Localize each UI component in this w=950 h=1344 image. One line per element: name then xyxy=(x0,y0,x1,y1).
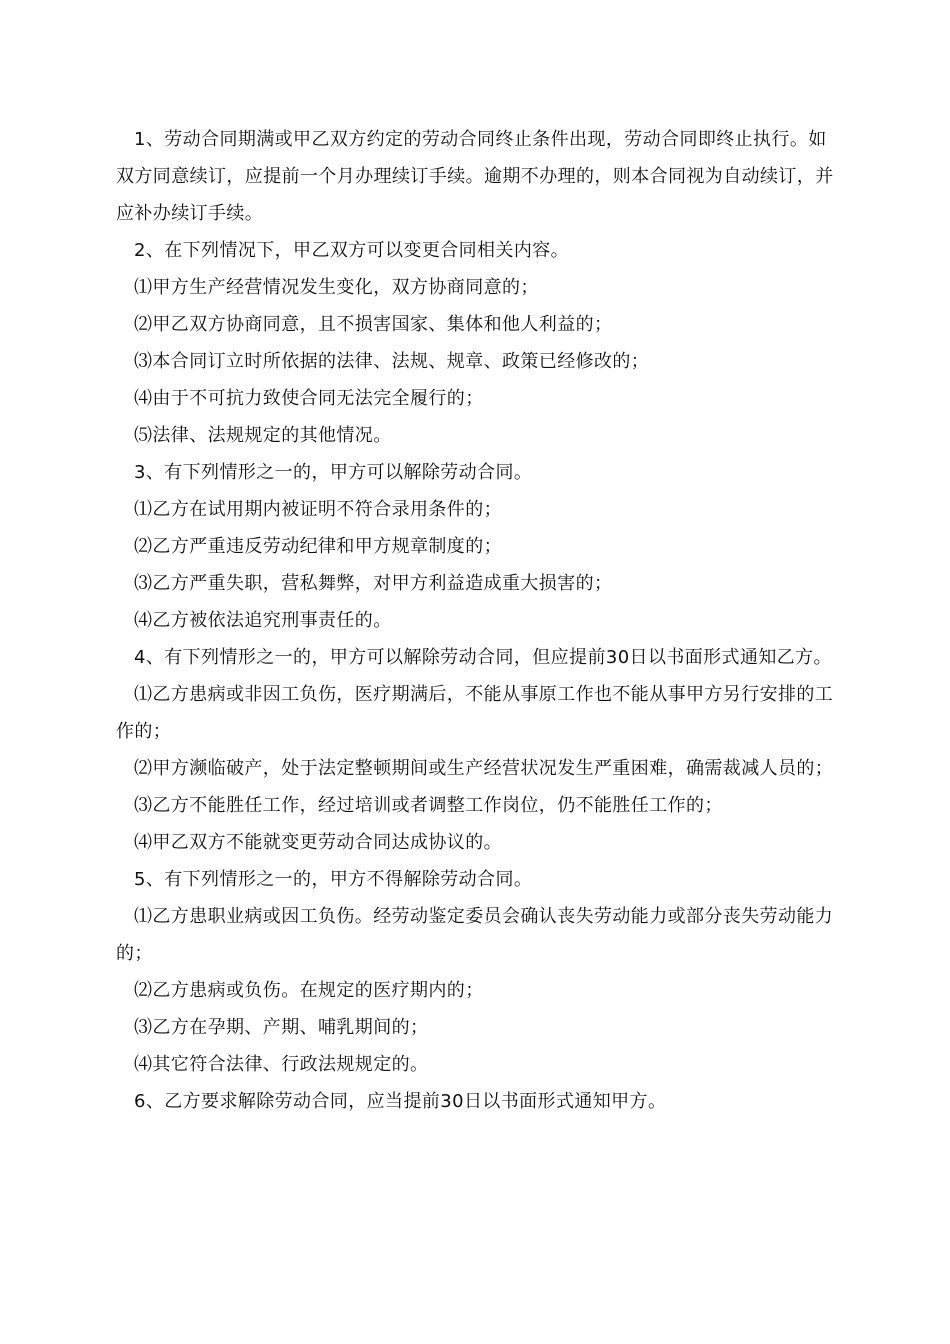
clause-4-item-3: ⑶乙方不能胜任工作，经过培训或者调整工作岗位，仍不能胜任工作的； xyxy=(134,795,723,816)
clause-5-item-2: ⑵乙方患病或负伤。在规定的医疗期内的； xyxy=(134,980,484,1001)
clause-3-item-3: ⑶乙方严重失职，营私舞弊，对甲方利益造成重大损害的； xyxy=(134,573,613,594)
clause-2-item-2: ⑵甲乙双方协商同意，且不损害国家、集体和他人利益的； xyxy=(134,314,613,335)
clause-2: 2、在下列情况下，甲乙双方可以变更合同相关内容。 xyxy=(134,240,570,261)
clause-4: 4、有下列情形之一的，甲方可以解除劳动合同，但应提前30日以书面形式通知乙方。 xyxy=(134,647,832,668)
clause-5-item-1: ⑴乙方患职业病或因工负伤。经劳动鉴定委员会确认丧失劳动能力或部分丧失劳动能力的； xyxy=(116,906,834,964)
clause-2-item-1: ⑴甲方生产经营情况发生变化，双方协商同意的； xyxy=(134,277,539,298)
clause-6: 6、乙方要求解除劳动合同，应当提前30日以书面形式通知甲方。 xyxy=(134,1091,667,1112)
clause-2-item-5: ⑸法律、法规规定的其他情况。 xyxy=(134,425,392,446)
clause-2-item-3: ⑶本合同订立时所依据的法律、法规、规章、政策已经修改的； xyxy=(134,351,650,372)
clause-1: 1、劳动合同期满或甲乙双方约定的劳动合同终止条件出现，劳动合同即终止执行。如双方同意续订，应提前一个月办理续订手续。逾期不办理的，则本合同视为自动续订，并应补办续订手续。 xyxy=(116,129,834,224)
document-body xyxy=(116,121,842,1120)
clause-5: 5、有下列情形之一的，甲方不得解除劳动合同。 xyxy=(134,869,533,890)
clause-3-item-1: ⑴乙方在试用期内被证明不符合录用条件的； xyxy=(134,499,502,520)
clause-5-item-3: ⑶乙方在孕期、产期、哺乳期间的； xyxy=(134,1017,429,1038)
clause-3: 3、有下列情形之一的，甲方可以解除劳动合同。 xyxy=(134,462,533,483)
clause-4-item-1: ⑴乙方患病或非因工负伤，医疗期满后，不能从事原工作也不能从事甲方另行安排的工作的； xyxy=(116,684,834,742)
clause-2-item-4: ⑷由于不可抗力致使合同无法完全履行的； xyxy=(134,388,484,409)
clause-4-item-2: ⑵甲方濒临破产，处于法定整顿期间或生产经营状况发生严重困难，确需裁减人员的； xyxy=(134,758,834,779)
clause-5-item-4: ⑷其它符合法律、行政法规规定的。 xyxy=(134,1054,429,1075)
clause-3-item-2: ⑵乙方严重违反劳动纪律和甲方规章制度的； xyxy=(134,536,502,557)
clause-4-item-4: ⑷甲乙双方不能就变更劳动合同达成协议的。 xyxy=(134,832,502,853)
clause-3-item-4: ⑷乙方被依法追究刑事责任的。 xyxy=(134,610,392,631)
